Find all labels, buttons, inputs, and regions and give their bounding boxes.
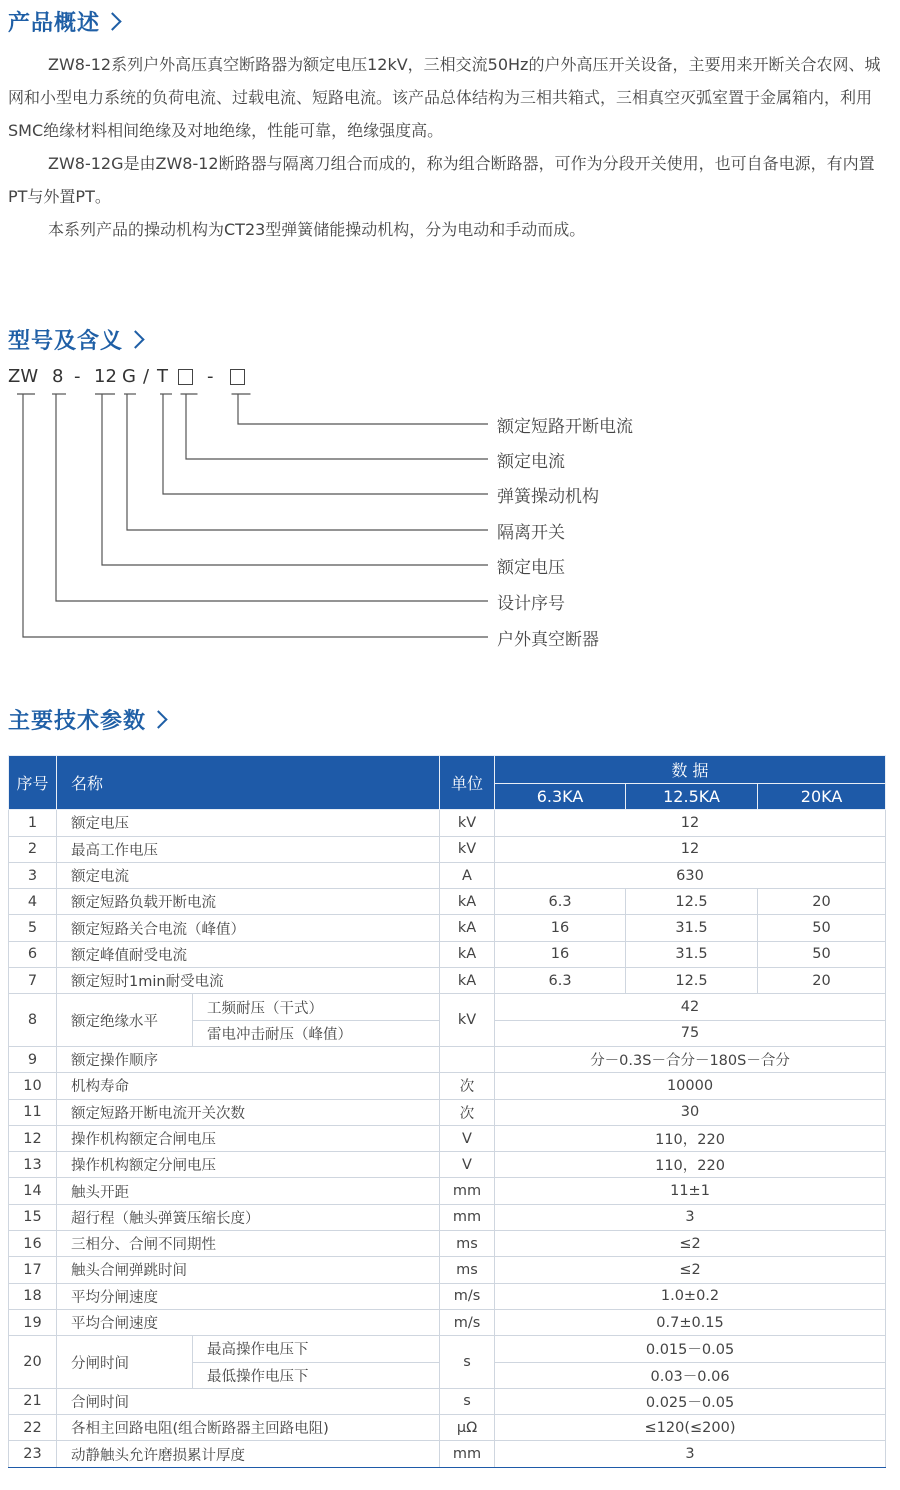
row-number: 10 <box>9 1073 57 1099</box>
param-value: 0.025－0.05 <box>495 1388 886 1414</box>
model-code-part: ZW <box>8 366 39 387</box>
table-row <box>9 1178 886 1204</box>
table-row <box>9 1152 886 1178</box>
param-name: 操作机构额定合闸电压 <box>57 1125 440 1151</box>
param-name: 平均分闸速度 <box>57 1283 440 1309</box>
param-unit: mm <box>440 1441 495 1467</box>
param-name: 触头合闸弹跳时间 <box>57 1257 440 1283</box>
param-name: 额定短时1min耐受电流 <box>57 968 440 994</box>
param-value: 6.3 <box>495 889 626 915</box>
row-number: 7 <box>9 968 57 994</box>
overview-title <box>8 6 119 37</box>
param-unit <box>440 1046 495 1072</box>
table-row <box>9 862 886 888</box>
table-row <box>9 1231 886 1257</box>
row-number: 22 <box>9 1415 57 1441</box>
table-row <box>9 915 886 941</box>
header-col-6-3ka: 6.3KA <box>495 784 626 810</box>
overview-paragraph: ZW8-12系列户外高压真空断路器为额定电压12kV，三相交流50Hz的户外高压开关设备，主要用来开断关合农网、城网和小型电力系统的负荷电流、过载电流、短路电流。该产品总体结构为三相共箱式，三相真空灭弧室置于金属箱内，利用SMC绝缘材料相间绝缘及对地绝缘，性能可靠，绝缘强度高。 <box>8 55 881 140</box>
model-meaning-label: 额定电压 <box>497 558 565 578</box>
param-unit: V <box>440 1125 495 1151</box>
chevron-right-icon <box>103 12 121 30</box>
row-number: 8 <box>9 994 57 1047</box>
param-unit: 次 <box>440 1073 495 1099</box>
param-name: 各相主回路电阻(组合断路器主回路电阻) <box>57 1415 440 1441</box>
row-number: 16 <box>9 1231 57 1257</box>
row-number: 14 <box>9 1178 57 1204</box>
param-name: 额定绝缘水平 <box>57 994 193 1047</box>
row-number: 12 <box>9 1125 57 1151</box>
model-meaning-label: 额定电流 <box>497 452 565 472</box>
param-unit: A <box>440 862 495 888</box>
param-value: 分－0.3S－合分－180S－合分 <box>495 1046 886 1072</box>
param-value: ≤2 <box>495 1231 886 1257</box>
param-value: 42 <box>495 994 886 1020</box>
table-row <box>9 1073 886 1099</box>
row-number: 11 <box>9 1099 57 1125</box>
table-row <box>9 889 886 915</box>
param-unit: s <box>440 1336 495 1389</box>
row-number: 2 <box>9 836 57 862</box>
param-name: 动静触头允许磨损累计厚度 <box>57 1441 440 1467</box>
row-number: 3 <box>9 862 57 888</box>
param-unit: kA <box>440 889 495 915</box>
row-number: 19 <box>9 1309 57 1335</box>
params-table <box>8 755 886 1468</box>
table-row <box>9 1099 886 1125</box>
connector-line <box>56 394 488 601</box>
param-unit: kA <box>440 941 495 967</box>
table-row <box>9 1283 886 1309</box>
header-col-12-5ka: 12.5KA <box>626 784 758 810</box>
table-row <box>9 1415 886 1441</box>
param-unit: m/s <box>440 1283 495 1309</box>
header-unit: 单位 <box>440 756 495 810</box>
table-row <box>9 836 886 862</box>
row-number: 18 <box>9 1283 57 1309</box>
param-unit: kV <box>440 836 495 862</box>
param-name: 三相分、合闸不同期性 <box>57 1231 440 1257</box>
param-value: 30 <box>495 1099 886 1125</box>
model-code-part: G <box>122 366 136 387</box>
param-name: 超行程（触头弹簧压缩长度） <box>57 1204 440 1230</box>
param-unit: μΩ <box>440 1415 495 1441</box>
header-no: 序号 <box>9 756 57 810</box>
row-number: 20 <box>9 1336 57 1389</box>
connector-line <box>163 394 488 494</box>
param-unit: kA <box>440 968 495 994</box>
table-row <box>9 1441 886 1467</box>
param-name: 额定电压 <box>57 810 440 836</box>
param-name: 额定短路关合电流（峰值） <box>57 915 440 941</box>
model-diagram-lines <box>0 380 500 660</box>
param-unit: s <box>440 1388 495 1414</box>
model-title <box>8 324 142 355</box>
param-name: 合闸时间 <box>57 1388 440 1414</box>
overview-paragraph: ZW8-12G是由ZW8-12断路器与隔离刀组合而成的，称为组合断路器，可作为分段开关使用，也可自备电源，有内置PT与外置PT。 <box>8 154 875 206</box>
param-name: 额定峰值耐受电流 <box>57 941 440 967</box>
param-name: 额定操作顺序 <box>57 1046 440 1072</box>
row-number: 5 <box>9 915 57 941</box>
param-value: 3 <box>495 1204 886 1230</box>
param-unit: kV <box>440 810 495 836</box>
param-value: 110，220 <box>495 1125 886 1151</box>
model-title-text: 型号及含义 <box>8 329 124 354</box>
table-row <box>9 994 886 1020</box>
model-code-part: 8 <box>52 366 64 387</box>
table-row <box>9 1309 886 1335</box>
overview-paragraph: 本系列产品的操动机构为CT23型弹簧储能操动机构，分为电动和手动而成。 <box>48 220 586 239</box>
param-value: 3 <box>495 1441 886 1467</box>
row-number: 15 <box>9 1204 57 1230</box>
param-value: 0.7±0.15 <box>495 1309 886 1335</box>
param-value: 0.015－0.05 <box>495 1336 886 1362</box>
param-unit: 次 <box>440 1099 495 1125</box>
model-code-part: - <box>207 366 214 387</box>
model-meaning-label: 设计序号 <box>497 594 565 614</box>
param-value: 12 <box>495 810 886 836</box>
param-unit: ms <box>440 1231 495 1257</box>
param-value: 50 <box>758 941 886 967</box>
param-value: 630 <box>495 862 886 888</box>
param-value: 31.5 <box>626 941 758 967</box>
row-number: 21 <box>9 1388 57 1414</box>
param-value: 1.0±0.2 <box>495 1283 886 1309</box>
overview-body <box>8 48 890 246</box>
param-unit: mm <box>440 1204 495 1230</box>
param-unit: kA <box>440 915 495 941</box>
model-meaning-label: 弹簧操动机构 <box>497 487 599 507</box>
param-value: 12.5 <box>626 968 758 994</box>
header-col-20ka: 20KA <box>758 784 886 810</box>
param-value: 20 <box>758 889 886 915</box>
param-value: 12.5 <box>626 889 758 915</box>
param-value: 31.5 <box>626 915 758 941</box>
param-unit: kV <box>440 994 495 1047</box>
model-code-part: / <box>143 366 150 387</box>
connector-line <box>186 394 488 459</box>
params-title-text: 主要技术参数 <box>8 709 147 734</box>
param-name: 机构寿命 <box>57 1073 440 1099</box>
model-meaning-label: 隔离开关 <box>497 523 565 543</box>
table-row <box>9 1388 886 1414</box>
param-subname: 最低操作电压下 <box>193 1362 440 1388</box>
table-row <box>9 1204 886 1230</box>
param-value: 11±1 <box>495 1178 886 1204</box>
chevron-right-icon <box>149 710 167 728</box>
param-name: 操作机构额定分闸电压 <box>57 1152 440 1178</box>
param-unit: mm <box>440 1178 495 1204</box>
chevron-right-icon <box>126 330 144 348</box>
header-name: 名称 <box>57 756 440 810</box>
model-code-part: - <box>74 366 81 387</box>
params-title <box>8 704 165 735</box>
param-name: 最高工作电压 <box>57 836 440 862</box>
model-meaning-label: 户外真空断器 <box>497 630 599 650</box>
param-value: 10000 <box>495 1073 886 1099</box>
row-number: 23 <box>9 1441 57 1467</box>
row-number: 4 <box>9 889 57 915</box>
param-name: 额定短路开断电流开关次数 <box>57 1099 440 1125</box>
connector-line <box>238 394 488 424</box>
table-row <box>9 941 886 967</box>
param-name: 触头开距 <box>57 1178 440 1204</box>
table-row <box>9 1046 886 1072</box>
row-number: 9 <box>9 1046 57 1072</box>
param-value: 6.3 <box>495 968 626 994</box>
param-name: 分闸时间 <box>57 1336 193 1389</box>
table-row <box>9 1257 886 1283</box>
table-row <box>9 810 886 836</box>
row-number: 6 <box>9 941 57 967</box>
row-number: 13 <box>9 1152 57 1178</box>
connector-line <box>127 394 488 530</box>
param-value: 110，220 <box>495 1152 886 1178</box>
table-row <box>9 968 886 994</box>
param-subname: 工频耐压（干式） <box>193 994 440 1020</box>
model-meaning-label: 额定短路开断电流 <box>497 417 633 437</box>
model-code-part: T <box>157 366 168 387</box>
param-value: 50 <box>758 915 886 941</box>
connector-line <box>102 394 488 565</box>
param-unit: V <box>440 1152 495 1178</box>
param-name: 额定短路负载开断电流 <box>57 889 440 915</box>
param-value: 75 <box>495 1020 886 1046</box>
header-data: 数 据 <box>495 756 886 784</box>
param-unit: m/s <box>440 1309 495 1335</box>
table-row <box>9 1125 886 1151</box>
param-value: ≤120(≤200) <box>495 1415 886 1441</box>
param-subname: 最高操作电压下 <box>193 1336 440 1362</box>
param-value: ≤2 <box>495 1257 886 1283</box>
param-value: 16 <box>495 915 626 941</box>
param-value: 12 <box>495 836 886 862</box>
overview-title-text: 产品概述 <box>8 11 101 36</box>
row-number: 17 <box>9 1257 57 1283</box>
row-number: 1 <box>9 810 57 836</box>
param-unit: ms <box>440 1257 495 1283</box>
param-value: 16 <box>495 941 626 967</box>
param-name: 额定电流 <box>57 862 440 888</box>
table-row <box>9 1336 886 1362</box>
model-code-part: 12 <box>94 366 117 387</box>
param-value: 0.03－0.06 <box>495 1362 886 1388</box>
param-name: 平均合闸速度 <box>57 1309 440 1335</box>
param-value: 20 <box>758 968 886 994</box>
param-subname: 雷电冲击耐压（峰值） <box>193 1020 440 1046</box>
